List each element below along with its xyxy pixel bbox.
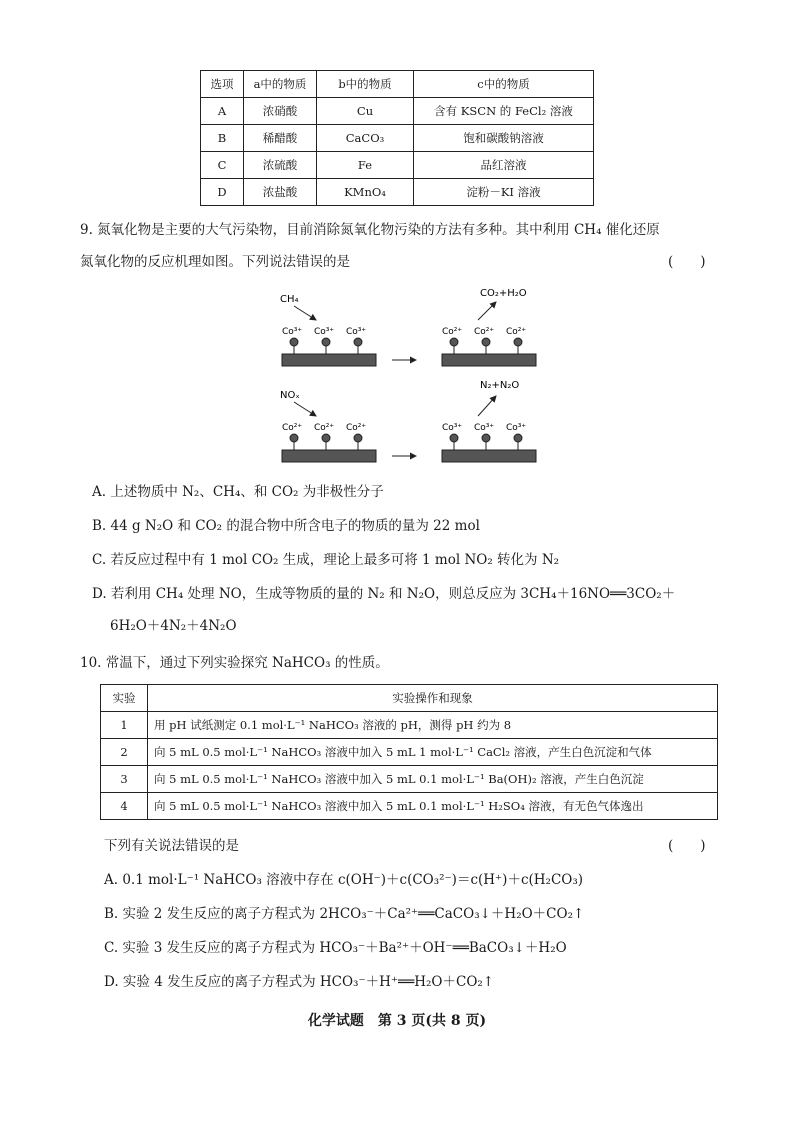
page-footer: 化学试题 第 3 页(共 8 页) — [307, 1013, 487, 1029]
reaction-mechanism-diagram — [270, 280, 540, 470]
table-row — [201, 125, 594, 152]
table-cell: CaCO₃ — [317, 125, 414, 152]
table-row — [101, 739, 718, 766]
table-cell: 稀醋酸 — [244, 125, 317, 152]
co2-label: Co²⁺ — [314, 423, 335, 433]
table-cell: 浓盐酸 — [244, 179, 317, 206]
table-cell: 4 — [101, 793, 148, 820]
co2-label: Co²⁺ — [442, 327, 463, 337]
table-cell: 品红溶液 — [414, 152, 594, 179]
q10-stem: 10. 常温下，通过下列实验探究 NaHCO₃ 的性质。 — [80, 655, 389, 671]
n2-n2o-label: N₂+N₂O — [480, 380, 520, 391]
table-header-cell: 实验操作和现象 — [148, 685, 718, 712]
table-row — [101, 793, 718, 820]
catalyst-surface — [282, 450, 376, 462]
table-header-cell: 实验 — [101, 685, 148, 712]
table-header-row — [101, 685, 718, 712]
table-cell: A — [201, 98, 244, 125]
arrow-in — [294, 402, 316, 416]
table-cell: 向 5 mL 0.5 mol·L⁻¹ NaHCO₃ 溶液中加入 5 mL 1 mol·L⁻¹ CaCl₂ 溶液，产生白色沉淀和气体 — [148, 739, 718, 766]
co2-label: Co²⁺ — [506, 327, 527, 337]
q10-option-d: D. 实验 4 发生反应的离子方程式为 HCO₃⁻＋H⁺══H₂O＋CO₂↑ — [104, 974, 495, 990]
catalyst-surface — [282, 354, 376, 366]
co2-label: Co²⁺ — [474, 327, 495, 337]
arrow-in — [294, 306, 316, 320]
catalyst-surface — [442, 450, 536, 462]
co3-label: Co³⁺ — [474, 423, 495, 433]
table-cell: 用 pH 试纸测定 0.1 mol·L⁻¹ NaHCO₃ 溶液的 pH，测得 pH 约为 8 — [148, 712, 718, 739]
q10-option-a: A. 0.1 mol·L⁻¹ NaHCO₃ 溶液中存在 c(OH⁻)＋c(CO₃²⁻)＝c(H⁺)＋c(H₂CO₃) — [104, 872, 584, 888]
q10-option-c: C. 实验 3 发生反应的离子方程式为 HCO₃⁻＋Ba²⁺＋OH⁻══BaCO₃↓＋H₂O — [104, 940, 567, 956]
table-cell: 3 — [101, 766, 148, 793]
table-cell: 向 5 mL 0.5 mol·L⁻¹ NaHCO₃ 溶液中加入 5 mL 0.1 mol·L⁻¹ Ba(OH)₂ 溶液，产生白色沉淀 — [148, 766, 718, 793]
q9-answer-paren: ( ) — [668, 254, 706, 270]
table-header-cell: c中的物质 — [414, 71, 594, 98]
table-row — [101, 712, 718, 739]
q9-option-d-cont: 6H₂O＋4N₂＋4N₂O — [110, 618, 237, 634]
table-cell: 浓硝酸 — [244, 98, 317, 125]
co2-h2o-label: CO₂+H₂O — [480, 288, 527, 299]
q9-option-a: A. 上述物质中 N₂、CH₄、和 CO₂ 为非极性分子 — [92, 484, 384, 500]
experiment-table — [100, 684, 718, 820]
q9-stem-line2: 氮氧化物的反应机理如图。下列说法错误的是 — [80, 254, 350, 270]
table-row — [201, 98, 594, 125]
table-header-cell: b中的物质 — [317, 71, 414, 98]
table-cell: 1 — [101, 712, 148, 739]
table-cell: D — [201, 179, 244, 206]
arrow-out — [478, 302, 496, 320]
table-cell: 向 5 mL 0.5 mol·L⁻¹ NaHCO₃ 溶液中加入 5 mL 0.1 mol·L⁻¹ H₂SO₄ 溶液，有无色气体逸出 — [148, 793, 718, 820]
table-header-cell: a中的物质 — [244, 71, 317, 98]
q9-option-d: D. 若利用 CH₄ 处理 NO，生成等物质的量的 N₂ 和 N₂O，则总反应为 3CH₄＋16NO══3CO₂＋ — [92, 586, 676, 602]
table-cell: C — [201, 152, 244, 179]
table-row — [201, 179, 594, 206]
table-cell: B — [201, 125, 244, 152]
table-cell: KMnO₄ — [317, 179, 414, 206]
co3-label: Co³⁺ — [314, 327, 335, 337]
nox-label: NOₓ — [280, 390, 300, 401]
table-cell: 含有 KSCN 的 FeCl₂ 溶液 — [414, 98, 594, 125]
table-cell: Fe — [317, 152, 414, 179]
table-header-row — [201, 71, 594, 98]
co3-label: Co³⁺ — [506, 423, 527, 433]
table-header-cell: 选项 — [201, 71, 244, 98]
q10-option-b: B. 实验 2 发生反应的离子方程式为 2HCO₃⁻＋Ca²⁺══CaCO₃↓＋H₂O＋CO₂↑ — [104, 906, 585, 922]
ch4-label: CH₄ — [280, 294, 299, 305]
table-cell: 浓硫酸 — [244, 152, 317, 179]
q9-stem-line1: 9. 氮氧化物是主要的大气污染物，目前消除氮氧化物污染的方法有多种。其中利用 CH₄ 催化还原 — [80, 222, 660, 238]
table-cell: 淀粉－KI 溶液 — [414, 179, 594, 206]
co3-label: Co³⁺ — [346, 327, 367, 337]
q9-option-c: C. 若反应过程中有 1 mol CO₂ 生成，理论上最多可将 1 mol NO₂ 转化为 N₂ — [92, 552, 560, 568]
arrow-out — [478, 396, 496, 416]
q9-option-b: B. 44 g N₂O 和 CO₂ 的混合物中所含电子的物质的量为 22 mol — [92, 518, 480, 534]
catalyst-surface — [442, 354, 536, 366]
co3-label: Co³⁺ — [282, 327, 303, 337]
co2-label: Co²⁺ — [282, 423, 303, 433]
table-row — [101, 766, 718, 793]
table-cell: 饱和碳酸钠溶液 — [414, 125, 594, 152]
options-table — [200, 70, 594, 206]
table-row — [201, 152, 594, 179]
q10-question: 下列有关说法错误的是 — [104, 838, 239, 854]
table-cell: Cu — [317, 98, 414, 125]
q10-answer-paren: ( ) — [668, 838, 706, 854]
co3-label: Co³⁺ — [442, 423, 463, 433]
table-cell: 2 — [101, 739, 148, 766]
co2-label: Co²⁺ — [346, 423, 367, 433]
